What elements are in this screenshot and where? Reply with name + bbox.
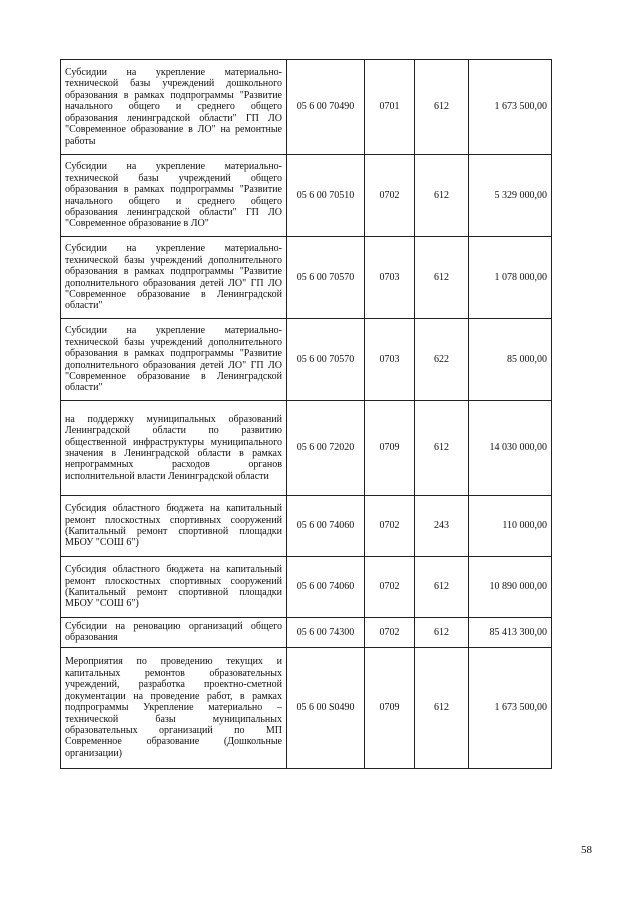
- row-expense-type: 612: [415, 401, 469, 496]
- page-number: 58: [581, 844, 592, 856]
- row-target-code: 05 6 00 74300: [287, 618, 365, 648]
- row-section-code: 0702: [365, 496, 415, 557]
- row-name: Субсидия областного бюджета на капитальный ремонт плоскостных спортивных сооружений (Капитальный ремонт спортивной площадки МБОУ "СОШ 6"): [61, 496, 287, 557]
- row-expense-type: 612: [415, 237, 469, 319]
- row-amount: 5 329 000,00: [469, 155, 552, 237]
- row-name: Субсидии на укрепление материально-технической базы учреждений общего образования в рамках подпрограммы "Развитие начального общего и среднего общего образования ленинградской области" ГП ЛО "Современное образование в ЛО": [61, 155, 287, 237]
- table-row: [61, 237, 552, 319]
- row-section-code: 0709: [365, 401, 415, 496]
- row-target-code: 05 6 00 74060: [287, 557, 365, 618]
- table-row: [61, 496, 552, 557]
- budget-table: [60, 59, 552, 769]
- row-name: Мероприятия по проведению текущих и капитальных ремонтов образовательных учреждений, разработка проектно-сметной документации на проведение работ, в рамках подпрограммы Укрепление материально – технической базы муниципальных образовательных организаций по МП Современное образование (Дошкольные организации): [61, 647, 287, 768]
- row-expense-type: 243: [415, 496, 469, 557]
- row-expense-type: 612: [415, 618, 469, 648]
- row-section-code: 0702: [365, 618, 415, 648]
- row-expense-type: 622: [415, 319, 469, 401]
- row-name: Субсидии на реновацию организаций общего образования: [61, 618, 287, 648]
- row-target-code: 05 6 00 70570: [287, 237, 365, 319]
- row-expense-type: 612: [415, 557, 469, 618]
- row-section-code: 0703: [365, 319, 415, 401]
- row-amount: 14 030 000,00: [469, 401, 552, 496]
- table-row: [61, 319, 552, 401]
- row-name: Субсидии на укрепление материально-технической базы учреждений дополнительного образования в рамках подпрограммы "Развитие дополнительного образования детей ЛО" ГП ЛО "Современное образование в Ленинградской области": [61, 237, 287, 319]
- row-amount: 1 673 500,00: [469, 60, 552, 155]
- row-expense-type: 612: [415, 155, 469, 237]
- row-name: Субсидия областного бюджета на капитальный ремонт плоскостных спортивных сооружений (Капитальный ремонт спортивной площадки МБОУ "СОШ 6"): [61, 557, 287, 618]
- row-amount: 1 078 000,00: [469, 237, 552, 319]
- table-row: [61, 618, 552, 648]
- row-target-code: 05 6 00 70510: [287, 155, 365, 237]
- row-amount: 1 673 500,00: [469, 647, 552, 768]
- row-section-code: 0703: [365, 237, 415, 319]
- table-row: [61, 647, 552, 768]
- row-amount: 110 000,00: [469, 496, 552, 557]
- row-section-code: 0701: [365, 60, 415, 155]
- row-amount: 10 890 000,00: [469, 557, 552, 618]
- row-name: Субсидии на укрепление материально-технической базы учреждений дошкольного образования в рамках подпрограммы "Развитие начального общего и среднего общего образования ленинградской области" ГП ЛО "Современное образование в ЛО" на ремонтные работы: [61, 60, 287, 155]
- row-target-code: 05 6 00 S0490: [287, 647, 365, 768]
- row-amount: 85 000,00: [469, 319, 552, 401]
- row-expense-type: 612: [415, 647, 469, 768]
- row-target-code: 05 6 00 74060: [287, 496, 365, 557]
- row-name: Субсидии на укрепление материально-технической базы учреждений дополнительного образования в рамках подпрограммы "Развитие дополнительного образования детей ЛО" ГП ЛО "Современное образование в Ленинградской области": [61, 319, 287, 401]
- row-target-code: 05 6 00 70490: [287, 60, 365, 155]
- table-row: [61, 60, 552, 155]
- table-row: [61, 401, 552, 496]
- table-row: [61, 557, 552, 618]
- row-target-code: 05 6 00 72020: [287, 401, 365, 496]
- budget-table-body: [61, 60, 552, 769]
- row-section-code: 0702: [365, 155, 415, 237]
- row-section-code: 0709: [365, 647, 415, 768]
- row-expense-type: 612: [415, 60, 469, 155]
- row-section-code: 0702: [365, 557, 415, 618]
- row-amount: 85 413 300,00: [469, 618, 552, 648]
- row-name: на поддержку муниципальных образований Ленинградской области по развитию общественной инфраструктуры муниципального значения в Ленинградской области в рамках непрограммных расходов органов исполнительной власти Ленинградской области: [61, 401, 287, 496]
- row-target-code: 05 6 00 70570: [287, 319, 365, 401]
- table-row: [61, 155, 552, 237]
